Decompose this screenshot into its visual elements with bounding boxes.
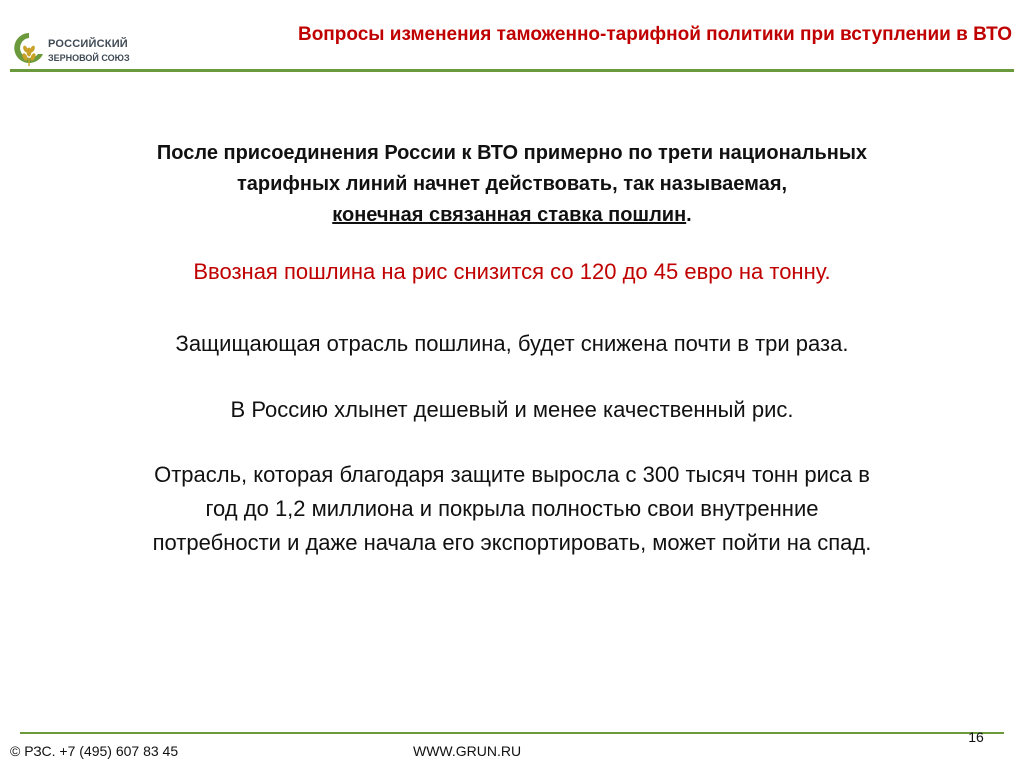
slide-body — [40, 138, 984, 560]
industry-line-3: потребности и даже начала его экспортировать, может пойти на спад. — [152, 530, 872, 555]
footer-copyright: © РЗС. +7 (495) 607 83 45 — [10, 743, 179, 759]
logo-text-line2: ЗЕРНОВОЙ СОЮЗ — [48, 53, 130, 63]
industry-line-2: год до 1,2 миллиона и покрыла полностью свои внутренние — [205, 496, 819, 521]
cheap-rice-statement: В Россию хлынет дешевый и менее качественный рис. — [230, 397, 794, 422]
header-divider — [10, 69, 1014, 72]
footer-divider — [20, 732, 1004, 734]
intro-period: . — [686, 204, 692, 226]
rice-duty-statement: Ввозная пошлина на рис снизится со 120 до 45 евро на тонну. — [193, 259, 831, 284]
protection-duty-statement: Защищающая отрасль пошлина, будет снижена почти в три раза. — [175, 331, 849, 356]
industry-line-1: Отрасль, которая благодаря защите выросла с 300 тысяч тонн риса в — [154, 462, 870, 487]
logo — [12, 30, 152, 74]
logo-text-line1: РОССИЙСКИЙ — [48, 38, 128, 50]
slide-title: Вопросы изменения таможенно-тарифной политики при вступлении в ВТО — [297, 24, 1012, 45]
footer-website-link[interactable]: WWW.GRUN.RU — [413, 743, 522, 759]
header — [0, 0, 1024, 80]
page-number: 16 — [968, 729, 984, 745]
intro-paragraph — [40, 138, 984, 231]
wheat-ear-icon — [12, 30, 46, 70]
industry-decline-paragraph — [40, 458, 984, 560]
intro-line-2: тарифных линий начнет действовать, так называемая, — [236, 173, 788, 195]
intro-underlined-term: конечная связанная ставка пошлин — [332, 204, 687, 226]
intro-line-1: После присоединения России к ВТО примерно по трети национальных — [156, 142, 868, 164]
